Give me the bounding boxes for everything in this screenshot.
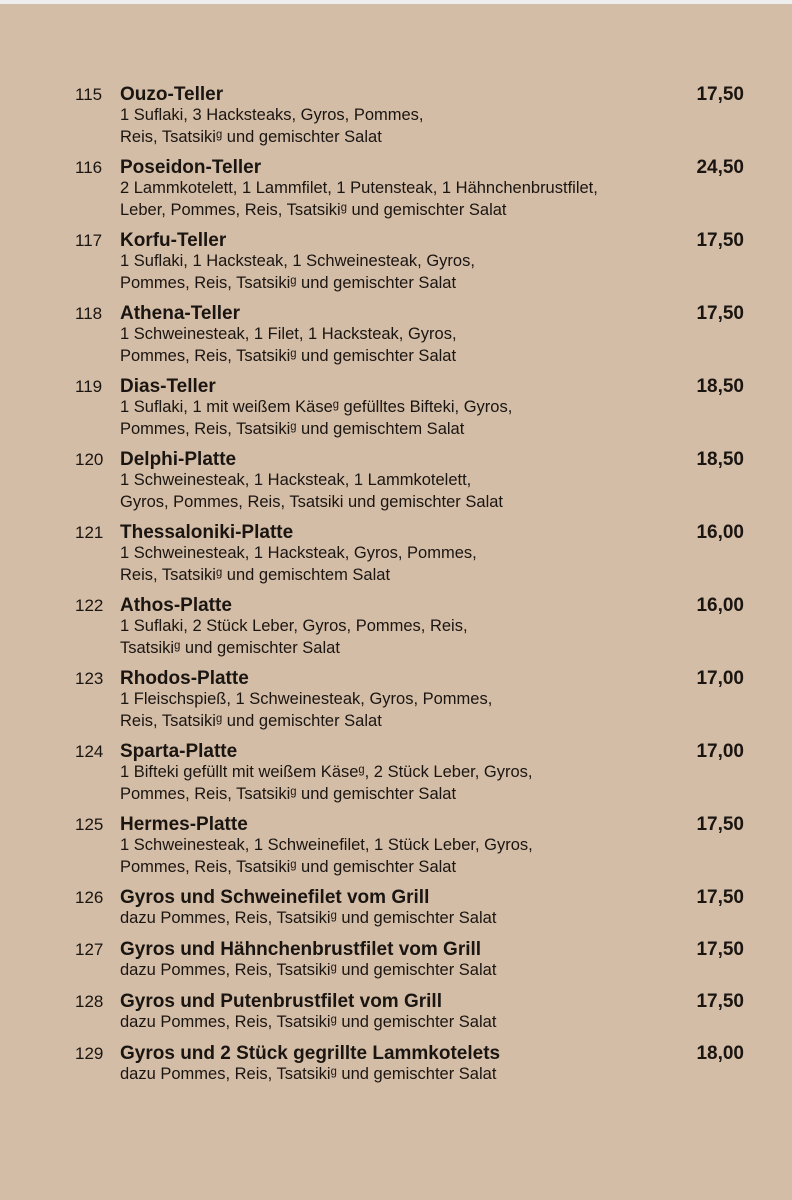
menu-item <box>0 884 792 936</box>
item-name: Gyros und 2 Stück gegrillte Lammkotelets <box>120 1043 501 1064</box>
description-line: 1 Suflaki, 3 Hacksteaks, Gyros, Pommes, <box>120 106 424 124</box>
description-line: 1 Bifteki gefüllt mit weißem Käseᵍ, 2 Stück Leber, Gyros, <box>120 763 533 781</box>
description-line: 1 Suflaki, 1 Hacksteak, 1 Schweinesteak, Gyros, <box>120 252 475 270</box>
item-description <box>120 178 680 221</box>
description-line: Pommes, Reis, Tsatsikiᵍ und gemischter Salat <box>120 784 457 803</box>
item-number: 129 <box>75 1044 104 1063</box>
item-name: Sparta-Platte <box>120 741 238 762</box>
item-name: Gyros und Hähnchenbrustfilet vom Grill <box>120 939 482 960</box>
menu-item <box>0 665 792 738</box>
description-line: dazu Pommes, Reis, Tsatsikiᵍ und gemischter Salat <box>120 961 497 979</box>
description-line: dazu Pommes, Reis, Tsatsikiᵍ und gemischter Salat <box>120 1065 497 1083</box>
item-price: 17,50 <box>696 814 744 835</box>
item-price: 18,50 <box>696 449 744 470</box>
description-line: Gyros, Pommes, Reis, Tsatsiki und gemischter Salat <box>120 492 503 511</box>
description-line: Pommes, Reis, Tsatsikiᵍ und gemischter Salat <box>120 857 457 876</box>
item-name: Athos-Platte <box>120 595 232 616</box>
page-top-edge <box>0 0 792 4</box>
item-number: 128 <box>75 992 104 1011</box>
description-line: 1 Schweinesteak, 1 Hacksteak, 1 Lammkotelett, <box>120 471 472 489</box>
item-description <box>120 543 680 586</box>
item-number: 118 <box>75 304 103 323</box>
item-name: Poseidon-Teller <box>120 157 262 178</box>
item-name: Hermes-Platte <box>120 814 248 835</box>
menu-item <box>0 154 792 227</box>
item-number: 127 <box>75 940 104 959</box>
item-name: Ouzo-Teller <box>120 84 224 105</box>
description-line: 1 Suflaki, 1 mit weißem Käseᵍ gefülltes Bifteki, Gyros, <box>120 398 513 416</box>
item-name: Gyros und Schweinefilet vom Grill <box>120 887 430 908</box>
description-line: Pommes, Reis, Tsatsikiᵍ und gemischtem Salat <box>120 419 465 438</box>
description-line: 1 Schweinesteak, 1 Schweinefilet, 1 Stück Leber, Gyros, <box>120 836 533 854</box>
menu-item <box>0 592 792 665</box>
item-number: 123 <box>75 669 104 688</box>
description-line: Tsatsikiᵍ und gemischter Salat <box>120 638 340 657</box>
menu-item <box>0 936 792 988</box>
description-line: Pommes, Reis, Tsatsikiᵍ und gemischter Salat <box>120 346 457 365</box>
description-line: Leber, Pommes, Reis, Tsatsikiᵍ und gemischter Salat <box>120 200 507 219</box>
item-description <box>120 960 680 982</box>
menu-item <box>0 300 792 373</box>
description-line: Reis, Tsatsikiᵍ und gemischter Salat <box>120 711 382 730</box>
description-line: dazu Pommes, Reis, Tsatsikiᵍ und gemischter Salat <box>120 909 497 927</box>
item-price: 17,00 <box>696 741 744 762</box>
item-number: 126 <box>75 888 104 907</box>
menu-item <box>0 446 792 519</box>
menu-item <box>0 988 792 1040</box>
item-number: 122 <box>75 596 104 615</box>
item-name: Korfu-Teller <box>120 230 227 251</box>
item-number: 116 <box>75 158 103 177</box>
description-line: dazu Pommes, Reis, Tsatsikiᵍ und gemischter Salat <box>120 1013 497 1031</box>
item-description <box>120 689 680 732</box>
item-description <box>120 251 680 294</box>
item-price: 16,00 <box>696 522 744 543</box>
item-description <box>120 324 680 367</box>
description-line: 1 Suflaki, 2 Stück Leber, Gyros, Pommes, Reis, <box>120 617 468 635</box>
item-description <box>120 908 680 930</box>
menu-item <box>0 738 792 811</box>
item-description <box>120 397 680 440</box>
menu-list <box>0 81 792 1092</box>
description-line: 1 Fleischspieß, 1 Schweinesteak, Gyros, Pommes, <box>120 690 493 708</box>
item-price: 17,50 <box>696 303 744 324</box>
item-description <box>120 616 680 659</box>
item-description <box>120 105 680 148</box>
item-number: 120 <box>75 450 104 469</box>
item-price: 17,50 <box>696 939 744 960</box>
item-price: 17,50 <box>696 887 744 908</box>
item-name: Rhodos-Platte <box>120 668 249 689</box>
menu-item <box>0 81 792 154</box>
item-price: 16,00 <box>696 595 744 616</box>
item-name: Dias-Teller <box>120 376 216 397</box>
description-line: 2 Lammkotelett, 1 Lammfilet, 1 Putensteak, 1 Hähnchenbrustfilet, <box>120 179 598 197</box>
item-description <box>120 1012 680 1034</box>
menu-item <box>0 519 792 592</box>
item-number: 119 <box>75 377 103 396</box>
item-price: 17,50 <box>696 84 744 105</box>
item-description <box>120 835 680 878</box>
item-price: 18,00 <box>696 1043 744 1064</box>
description-line: Reis, Tsatsikiᵍ und gemischter Salat <box>120 127 382 146</box>
item-price: 17,50 <box>696 230 744 251</box>
item-name: Thessaloniki-Platte <box>120 522 294 543</box>
item-price: 18,50 <box>696 376 744 397</box>
menu-item <box>0 227 792 300</box>
item-name: Gyros und Putenbrustfilet vom Grill <box>120 991 442 1012</box>
item-description <box>120 470 680 513</box>
description-line: Pommes, Reis, Tsatsikiᵍ und gemischter Salat <box>120 273 457 292</box>
description-line: 1 Schweinesteak, 1 Filet, 1 Hacksteak, Gyros, <box>120 325 457 343</box>
item-price: 17,50 <box>696 991 744 1012</box>
item-number: 125 <box>75 815 104 834</box>
menu-item <box>0 373 792 446</box>
description-line: 1 Schweinesteak, 1 Hacksteak, Gyros, Pommes, <box>120 544 477 562</box>
item-price: 17,00 <box>696 668 744 689</box>
item-number: 117 <box>75 231 103 250</box>
item-name: Delphi-Platte <box>120 449 237 470</box>
item-number: 121 <box>75 523 104 542</box>
item-description <box>120 1064 680 1086</box>
item-description <box>120 762 680 805</box>
description-line: Reis, Tsatsikiᵍ und gemischtem Salat <box>120 565 391 584</box>
menu-item <box>0 1040 792 1092</box>
item-name: Athena-Teller <box>120 303 241 324</box>
menu-item <box>0 811 792 884</box>
item-price: 24,50 <box>696 157 744 178</box>
item-number: 124 <box>75 742 104 761</box>
item-number: 115 <box>75 85 103 104</box>
